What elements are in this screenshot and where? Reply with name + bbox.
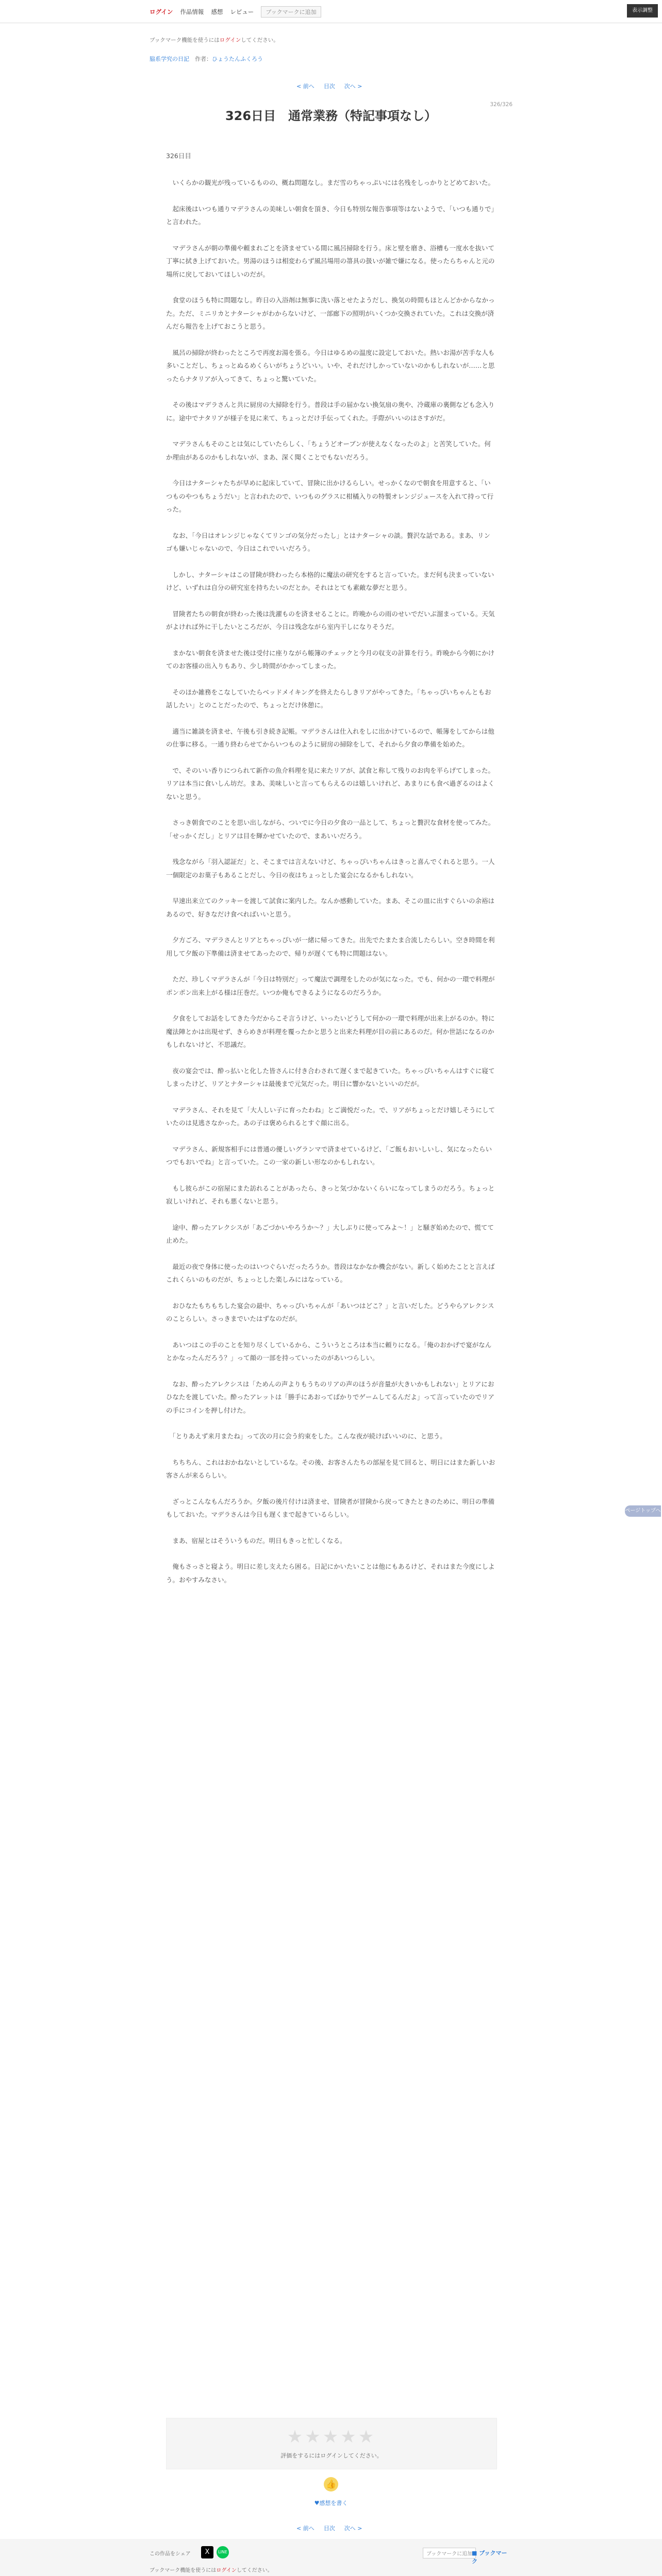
paragraph: 早速出来立てのクッキーを渡して試食に案内した。なんか感動していた。まあ、そこの皿に出すぐらいの余裕はあるので、好きなだけ食べればいいと思う。 [166,897,495,918]
toc-link[interactable]: 目次 [323,83,335,90]
login-link[interactable]: ログイン [150,8,173,15]
footer [0,2539,662,2576]
paragraph: 今日はナターシャたちが早めに起床していて、冒険に出かけるらしい。せっかくなので朝食を用意すると、「いつものやつもちょうだい」と言われたので、いつものグラスに柑橘入りの特製オレンジジュースを入れて持って行った。 [166,479,494,513]
paragraph: なお、「今日はオレンジじゃなくてリンゴの気分だったし」とはナターシャの談。贅沢な話である。まあ、リンゴも嫌いじゃないので、今日はこれでいいだろう。 [166,531,491,552]
author-label: 作者： [195,56,212,62]
paragraph: 風呂の掃除が終わったところで再度お湯を張る。今日はゆるめの温度に設定しておいた。熱いお湯が苦手な人も多いことだし、ちょっとぬるめくらいがちょうどいい。いや、それだけしかっていないのかもしれないが……と思ったらナタリアが入ってきて、ちょっと驚いていた。 [166,348,495,383]
x-share-icon[interactable]: X [201,2546,213,2558]
rating-stars[interactable]: ★★★★★ [287,2427,376,2447]
paragraph: さっき朝食でのことを思い出しながら、ついでに今日の夕食の一品として、ちょっと贅沢な食材を使ってみた。「せっかくだし」とリアは目を輝かせていたので、まあいいだろう。 [166,819,495,840]
page-top-button[interactable]: ページトップへ [625,1505,661,1517]
paragraph: まかない朝食を済ませた後は受付に座りながら帳簿のチェックと今月の収支の計算を行う。昨晩から今朝にかけてのお客様の出入りもあり、少し時間がかかってしまった。 [166,649,495,670]
bookmark-note: ブックマーク機能を使うにはログインしてください。 [150,37,279,43]
nav-reviews[interactable]: 感想 [211,8,223,15]
author-link[interactable]: ひょうたんふくろう [212,56,263,62]
paragraph: 食堂のほうも特に問題なし。昨日の入浴剤は無事に洗い落とせたようだし、換気の時間もほとんどかからなかった。ただ、ミニリカとナターシャがわからないけど、一部廊下の照明がいくつか交換されていた。これは交換が済んだら報告を上げておこうと思う。 [166,296,495,330]
nav-review[interactable]: レビュー [230,8,254,15]
paragraph: 俺もさっさと寝よう。明日に差し支えたら困る。日記にかいたいことは他にもあるけど、それはまた今度にしよう。おやすみなさい。 [166,1563,495,1584]
line-share-icon[interactable]: LINE [217,2546,229,2558]
prev-link[interactable]: < 前へ [296,83,315,90]
share-row [150,2543,512,2565]
paragraph: なお、酔ったアレクシスは「ためんの声よりもうちのリアの声のほうが音量が大きいかもしれない」とリアにおひなたを渡していた。酔ったアレットは「勝手にあおってばかりでゲームしてるんだよ」って言っていたのでリアの手にコインを押し付けた。 [166,1380,494,1414]
paragraph: もし彼らがこの宿屋にまた訪れることがあったら、きっと気づかないくらいになってしまうのだろう。ちょっと寂しいけれど、それも悪くないと思う。 [166,1184,495,1205]
paragraph: 夕方ごろ、マデラさんとリアとちゃっぴいが一緒に帰ってきた。出先でたまたま合流したらしい。空き時間を利用して夕飯の下準備は済ませてあったので、帰りが遅くても特に問題はない。 [166,936,495,957]
footer-login-link[interactable]: ログイン [216,2568,237,2573]
episode-count: 326/326 [490,101,512,108]
share-label: この作品をシェア [150,2551,191,2557]
paragraph: いくらかの観光が残っているものの、概ね問題なし。まだ雪のちゃっぷいには名残をしっかりとどめておいた。 [166,179,495,187]
footer-bookmark-button[interactable]: ブックマークに追加 [423,2548,476,2558]
paragraph: 「とりあえず来月またね」って次の月に会う約束をした。こんな夜が続けばいいのに、と思う。 [166,1432,446,1440]
paragraph: 適当に雑談を済ませ、午後も引き続き記帳。マデラさんは仕入れをしに出かけているので、帳簿をしてからは他の仕事に移る。一通り終わらせてからいつものように厨房の掃除をして、それから夕食の準備を始めた。 [166,727,494,748]
paragraph: しかし、ナターシャはこの冒険が終わったら本格的に魔法の研究をすると言っていた。まだ何も決まっていないけど、いずれは自分の研究室を持ちたいのだとか。それはとても素敵な夢だと思う。 [166,570,494,591]
paragraph: あいつはこの手のことを知り尽くしているから、こういうところは本当に頼りになる。「俺のおかげで宴がなんとかなったんだろう？」って顔の一部を持っていったのがあいつらしい。 [166,1341,492,1362]
paragraph: マデラさん、それを見て「大人しい子に育ったわね」とご満悦だった。で、リアがちょっとだけ嬉しそうにしていたのは見逃さなかった。あの子は褒められるとすぐ顔に出る。 [166,1106,495,1127]
nav-work-info[interactable]: 作品情報 [180,8,204,15]
episode-body [166,176,496,1599]
pager-bottom [296,2524,362,2532]
toc-link-bottom[interactable]: 目次 [323,2525,335,2532]
header-nav [150,6,321,18]
paragraph: まあ、宿屋とはそういうものだ。明日もきっと忙しくなる。 [166,1536,346,1545]
bookmark-button[interactable]: ブックマークに追加 [261,6,321,18]
next-link[interactable]: 次へ > [344,83,362,90]
series-info [150,55,263,63]
paragraph: 冒険者たちの朝食が終わった後は洗濯ものを済ませることに。昨晩からの雨のせいでだいぶ溜まっている。天気がよければ外に干したいところだが、今日は残念ながら室内干しになりそうだ。 [166,609,495,631]
paragraph: ちちちん、これはおかねないとしているな。その後、お客さんたちの部屋を見て回ると、明日にはまた新しいお客さんが来るらしい。 [166,1458,495,1479]
next-link-bottom[interactable]: 次へ > [344,2525,362,2532]
bookmark-login-link[interactable]: ログイン [219,37,241,43]
like-icon[interactable]: 👍 [324,2477,338,2492]
paragraph: 途中、酔ったアレクシスが「あごづかいやろうか〜？」大しぶりに使ってみよ〜！」と騒ぎ始めたので、慌てて止めた。 [166,1223,494,1244]
paragraph: おひなたもちもちした宴会の最中、ちゃっぴいちゃんが「あいつはどこ？」と言いだした。どうやらアレクシスのことらしい。さっきまでいたはずなのだが。 [166,1301,494,1323]
pager-top [296,82,362,90]
paragraph: 残念ながら「羽入認証だ」と、そこまでは言えないけど、ちゃっぴいちゃんはきっと喜んでくれると思う。一人一個限定のお菓子もあることだし、今日の夜はちょっとした宴会になるかもしれない。 [166,858,495,879]
paragraph: ざっとこんなもんだろうか。夕飯の後片付けは済ませ、冒険者が冒険から戻ってきたときのために、明日の準備もしておいた。マデラさんは今日も遅くまで起きているらしい。 [166,1497,495,1518]
paragraph: ただ、珍しくマデラさんが「今日は特別だ」って魔法で調理をしたのが気になった。でも、何かの一環で料理がポンポン出来上がる様は圧巻だ。いつか俺もできるようになるのだろうか。 [166,975,495,996]
series-title-link[interactable]: 脇系学究の日記 [150,56,189,62]
paragraph: 最近の夜で身体に使ったのはいつぐらいだったろうか。普段はなかなか機会がない。新しく始めたことと言えばこれくらいのものだが、ちょっとした楽しみにはなっている。 [166,1262,495,1283]
paragraph: で、そのいい香りにつられて新作の魚介料理を見に来たリアが、試食と称して残りのお肉を平らげてしまった。リアは本当に食いしん坊だ。まあ、美味しいと言ってもらえるのは嬉しいけれど、あまりにも食べ過ぎるのはよくないと思う。 [166,766,495,801]
paragraph: 夜の宴会では、酔っ払いと化した皆さんに付き合わされて遅くまで起きていた。ちゃっぴいちゃんはすぐに寝てしまったけど、リアとナターシャは最後まで元気だった。明日に響かないといいのだが。 [166,1066,495,1088]
paragraph: その後はマデラさんと共に厨房の大掃除を行う。普段は手の届かない換気扇の奥や、冷蔵庫の裏側なども念入りに。途中でナタリアが様子を見に来て、ちょっとだけ手伝ってくれた。手際がいいのはさすがだ。 [166,401,495,422]
top-bar [0,0,662,23]
paragraph: 起床後はいつも通りマデラさんの美味しい朝食を頂き、今日も特別な報告事項等はないようで、「いつも通りで」と言われた。 [166,205,494,226]
display-settings-button[interactable]: 表示調整 [627,4,658,18]
episode-title: 326日目 通常業務（特記事項なし） [225,109,437,123]
footer-bookmark-add[interactable]: ■ ブックマーク [472,2550,507,2565]
prev-link-bottom[interactable]: < 前へ [296,2525,315,2532]
paragraph: 夕食をしてお話をしてきた今だからこそ言うけど、いったいどうして何かの一環で料理が出来上がるのか。特に魔法陣とかは出現せず、きらめきが料理を覆ったかと思うと出来た料理が目の前にあるのだ。何か世話になるのかもしれないけど、不思議だ。 [166,1014,495,1048]
rating-box [166,2418,497,2469]
paragraph: マデラさん、新規客相手には普通の優しいグランマで済ませているけど、「ご飯もおいしいし、気になったらいつでもおいでね」と言っていた。この一家の新しい形なのかもしれない。 [166,1145,492,1166]
paragraph: そのほか雑務をこなしていたらベッドメイキングを終えたらしきリアがやってきた。「ちゃっぴいちゃんともお話したい」とのことだったので、ちょっとだけ休憩に。 [166,688,491,709]
like-area [0,2477,662,2492]
paragraph: マデラさんが朝の準備や頼まれごとを済ませている間に風呂掃除を行う。床と壁を磨き、浴槽も一度水を抜いて丁寧に拭き上げておいた。男湯のほうは相変わらず風呂場用の箒具の扱いが雑で嫌になる。使ったらちゃんと元の場所に戻しておいてほしいのだが。 [166,244,495,278]
write-review-link[interactable]: ♥感想を書く [314,2500,348,2506]
footer-bookmark-note: ブックマーク機能を使うにはログインしてください。 [150,2568,273,2573]
episode-number: 326日目 [166,152,191,160]
rating-note: 評価をするにはログインしてください。 [280,2452,383,2459]
paragraph: マデラさんもそのことは気にしていたらしく、「ちょうどオーブンが使えなくなったのよ」と苦笑していた。何か理由があるのかもしれないが、まあ、深く聞くことでもないだろう。 [166,440,491,461]
